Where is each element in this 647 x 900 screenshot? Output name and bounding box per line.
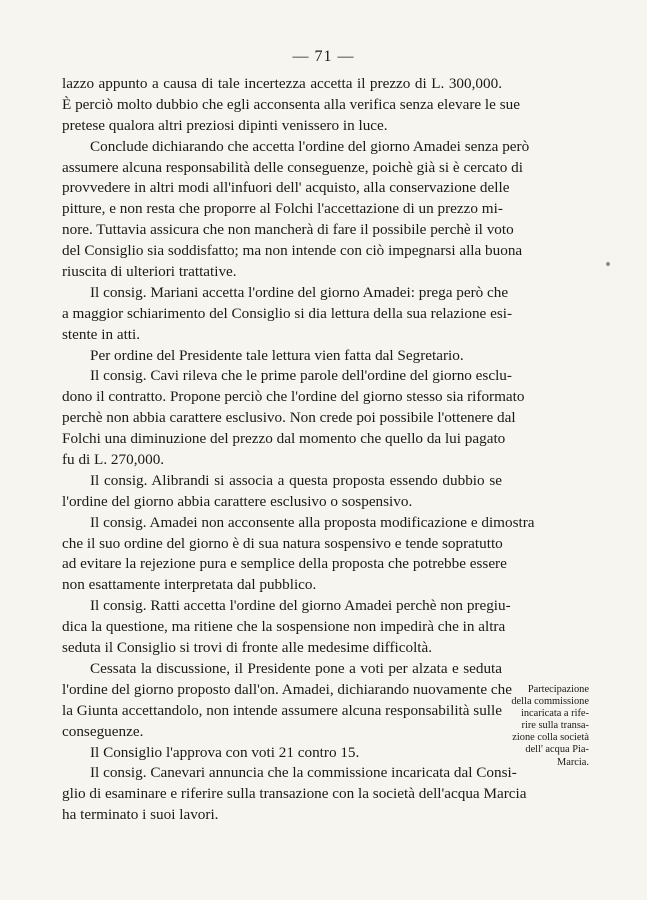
margin-note-line: della commissione xyxy=(511,696,589,708)
text-line: Il Consiglio l'approva con voti 21 contro 15. xyxy=(90,743,360,761)
margin-note-line: incaricata a rife- xyxy=(520,708,589,720)
text-line: l'ordine del giorno proposto dall'on. Amadei, dichiarando nuovamente che xyxy=(62,680,513,698)
text-line: assumere alcuna responsabilità delle conseguenze, poichè già si è cercato di xyxy=(62,158,523,176)
text-line: pretese qualora altri preziosi dipinti venissero in luce. xyxy=(62,116,388,134)
paper-speck xyxy=(606,262,610,266)
text-line: perchè non abbia carattere esclusivo. Non crede poi possibile l'ottenere dal xyxy=(62,409,516,427)
text-line: seduta il Consiglio si trovi di fronte alle medesime difficoltà. xyxy=(62,639,433,657)
text-line: Il consig. Alibrandi si associa a questa proposta essendo dubbio se xyxy=(90,471,502,489)
text-line: stente in atti. xyxy=(62,325,141,343)
text-line: Il consig. Amadei non acconsente alla proposta modificazione e dimostra xyxy=(90,513,535,531)
text-line: Folchi una diminuzione del prezzo dal momento che quello da lui pagato xyxy=(62,430,506,448)
text-line: a maggior schiarimento del Consiglio si dia lettura della sua relazione esi- xyxy=(62,304,513,322)
text-line: Il consig. Cavi rileva che le prime parole dell'ordine del giorno esclu- xyxy=(90,367,512,385)
text-line: non esattamente interpretata dal pubblico. xyxy=(62,576,317,594)
margin-note-line: rire sulla transa- xyxy=(521,720,589,732)
margin-note-line: zione colla società xyxy=(512,732,589,744)
margin-note-line: dell' acqua Pia- xyxy=(525,744,589,756)
text-line: fu di L. 270,000. xyxy=(62,451,165,469)
text-line: conseguenze. xyxy=(62,722,144,740)
text-line: provvedere in altri modi all'infuori dell' acquisto, alla conservazione delle xyxy=(62,179,510,197)
text-line: riuscita di ulteriori trattative. xyxy=(62,263,237,281)
text-line: Il consig. Ratti accetta l'ordine del giorno Amadei perchè non pregiu- xyxy=(90,597,511,615)
text-line: ad evitare la rejezione pura e semplice della proposta che potrebbe essere xyxy=(62,555,507,573)
body-text xyxy=(62,74,535,826)
text-line: pitture, e non resta che proporre al Folchi l'accettazione di un prezzo mi- xyxy=(62,200,503,218)
text-line: glio di esaminare e riferire sulla transazione con la società dell'acqua Marcia xyxy=(62,785,527,803)
text-line: che il suo ordine del giorno è di sua natura sospensivo e tende sopratutto xyxy=(62,534,503,552)
margin-note xyxy=(507,684,589,769)
text-line: l'ordine del giorno abbia carattere esclusivo o sospensivo. xyxy=(62,492,413,510)
page-number: — 71 — xyxy=(292,48,355,65)
text-line: del Consiglio sia soddisfatto; ma non intende con ciò impegnarsi alla buona xyxy=(62,242,523,260)
text-line: ha terminato i suoi lavori. xyxy=(62,806,219,824)
text-line: È perciò molto dubbio che egli acconsenta alla verifica senza elevare le sue xyxy=(62,95,520,113)
text-line: Il consig. Mariani accetta l'ordine del giorno Amadei: prega però che xyxy=(90,283,509,301)
text-line: dica la questione, ma ritiene che la sospensione non impedirà che in altra xyxy=(62,618,506,636)
margin-note-line: Partecipazione xyxy=(527,684,589,695)
text-line: Conclude dichiarando che accetta l'ordine del giorno Amadei senza però xyxy=(90,137,530,155)
text-line: la Giunta accettandolo, non intende assumere alcuna responsabilità sulle xyxy=(62,701,502,719)
margin-note-line: Marcia. xyxy=(556,756,589,768)
text-line: Il consig. Canevari annuncia che la commissione incaricata dal Consi- xyxy=(90,764,517,782)
text-line: dono il contratto. Propone perciò che l'ordine del giorno stesso sia riformato xyxy=(62,388,525,406)
text-line: Per ordine del Presidente tale lettura vien fatta dal Segretario. xyxy=(90,346,464,364)
text-line: lazzo appunto a causa di tale incertezza accetta il prezzo di L. 300,000. xyxy=(62,75,502,92)
text-line: nore. Tuttavia assicura che non mancherà di fare il possibile perchè il voto xyxy=(62,221,514,239)
text-line: Cessata la discussione, il Presidente pone a voti per alzata e seduta xyxy=(90,659,502,677)
